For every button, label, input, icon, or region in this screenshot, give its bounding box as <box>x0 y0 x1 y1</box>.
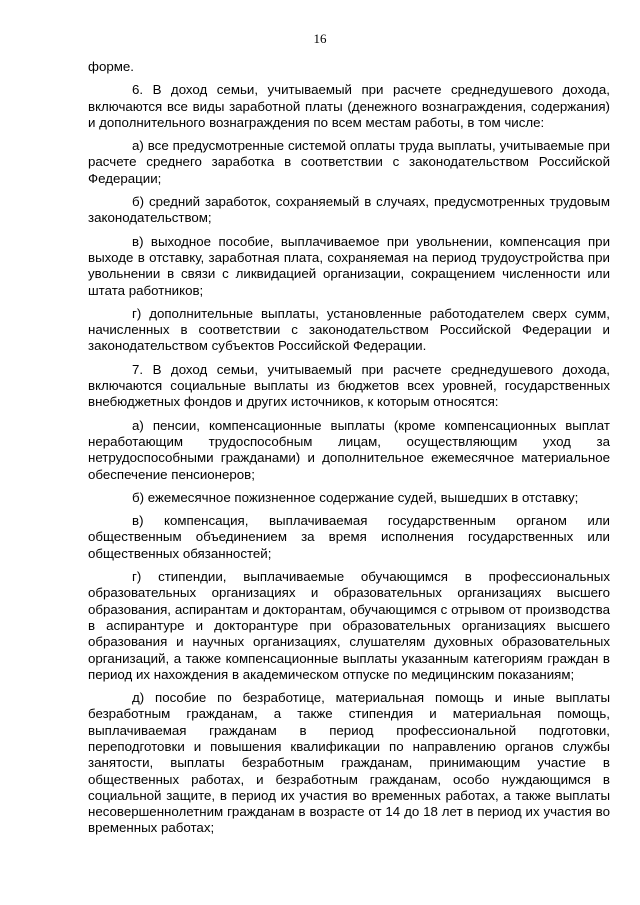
paragraph-6a: а) все предусмотренные системой оплаты труда выплаты, учитываемые при расчете среднего заработка в соответствии с законодательством Российской Федерации; <box>88 138 610 186</box>
paragraph-7a: а) пенсии, компенсационные выплаты (кроме компенсационных выплат неработающим трудоспособным лицам, осуществляющим уход за нетрудоспособными гражданами) и дополнительное ежемесячное материальное обеспечение пенсионеров; <box>88 417 610 482</box>
paragraph-item-7: 7. В доход семьи, учитываемый при расчете среднедушевого дохода, включаются социальные выплаты из бюджетов всех уровней, государственных внебюджетных фондов и других источников, к которым относятся: <box>88 361 610 410</box>
page-number: 16 <box>313 31 327 46</box>
paragraph-6v: в) выходное пособие, выплачиваемое при увольнении, компенсация при выходе в отставку, заработная плата, сохраняемая на период трудоустройства при увольнении в связи с ликвидацией организации, сокращением численности или штата работников; <box>88 233 610 298</box>
document-body <box>88 59 610 844</box>
paragraph-7b: б) ежемесячное пожизненное содержание судей, вышедших в отставку; <box>132 489 579 505</box>
paragraph-7d: д) пособие по безработице, материальная помощь и иные выплаты безработным гражданам, а также стипендия и материальная помощь, выплачиваемая гражданам в период профессиональной подготовки, переподготовки и повышения квалификации по направлению органов службы занятости, выплаты безработным гражданам, принимающим участие в общественных работах, и безработным гражданам, особо нуждающимся в социальной защите, в период их участия во временных работах, а также выплаты несовершеннолетним гражданам в возрасте от 14 до 18 лет в период их участия во временных работах; <box>88 690 610 836</box>
paragraph-7g: г) стипендии, выплачиваемые обучающимся в профессиональных образовательных организациях и образовательных организациях высшего образования, аспирантам и докторантам, обучающимся с отрывом от производства в аспирантуре и докторантуре при образовательных организациях высшего образования и научных организациях, слушателям духовных образовательных организаций, а также компенсационные выплаты указанным категориям граждан в период их нахождения в академическом отпуске по медицинским показаниям; <box>88 569 610 682</box>
paragraph-continuation: форме. <box>88 59 134 74</box>
paragraph-7v: в) компенсация, выплачиваемая государственным органом или общественным объединением за время исполнения государственных или общественных обязанностей; <box>88 513 610 561</box>
paragraph-6g: г) дополнительные выплаты, установленные работодателем сверх сумм, начисленных в соответствии с законодательством Российской Федерации и законодательством субъектов Российской Федерации. <box>88 305 610 354</box>
paragraph-6b: б) средний заработок, сохраняемый в случаях, предусмотренных трудовым законодательством; <box>88 194 610 226</box>
paragraph-item-6: 6. В доход семьи, учитываемый при расчете среднедушевого дохода, включаются все виды заработной платы (денежного вознаграждения, содержания) и дополнительного вознаграждения по всем местам работы, в том числе: <box>88 82 610 130</box>
